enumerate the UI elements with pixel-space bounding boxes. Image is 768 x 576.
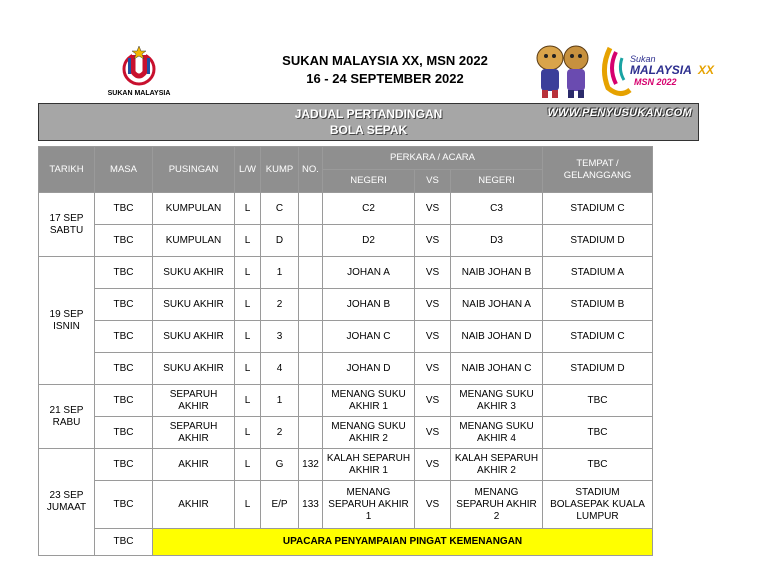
tempat-cell: STADIUM BOLASEPAK KUALA LUMPUR [543,481,653,529]
col-lw: L/W [235,147,261,193]
col-tempat: TEMPAT / GELANGGANG [543,147,653,193]
msn-2022-logo [530,38,725,100]
table-row [39,289,653,321]
kump-cell: 2 [261,417,299,449]
lw-cell: L [235,385,261,417]
pusingan-cell: SEPARUH AKHIR [153,385,235,417]
date-cell: 21 SEP RABU [39,385,95,449]
col-pusingan: PUSINGAN [153,147,235,193]
negeri-1-cell: MENANG SUKU AKHIR 2 [323,417,415,449]
kump-cell: E/P [261,481,299,529]
tempat-cell: STADIUM C [543,321,653,353]
masa-cell: TBC [95,193,153,225]
negeri-2-cell: NAIB JOHAN C [451,353,543,385]
lw-cell: L [235,417,261,449]
tempat-cell: STADIUM D [543,353,653,385]
negeri-1-cell: D2 [323,225,415,257]
masa-cell: TBC [95,385,153,417]
vs-cell: VS [415,289,451,321]
negeri-1-cell: JOHAN B [323,289,415,321]
no-cell: 133 [299,481,323,529]
negeri-2-cell: NAIB JOHAN D [451,321,543,353]
negeri-1-cell: JOHAN A [323,257,415,289]
masa-cell: TBC [95,321,153,353]
vs-cell: VS [415,225,451,257]
lw-cell: L [235,449,261,481]
tempat-cell: TBC [543,385,653,417]
kump-cell: C [261,193,299,225]
pusingan-cell: SUKU AKHIR [153,353,235,385]
date-cell: 19 SEP ISNIN [39,257,95,385]
tempat-cell: STADIUM D [543,225,653,257]
vs-cell: VS [415,481,451,529]
pusingan-cell: SUKU AKHIR [153,289,235,321]
kump-cell: G [261,449,299,481]
negeri-2-cell: MENANG SUKU AKHIR 3 [451,385,543,417]
table-row [39,449,653,481]
no-cell [299,353,323,385]
pusingan-cell: SUKU AKHIR [153,321,235,353]
col-tarikh: TARIKH [39,147,95,193]
col-negeri-2: NEGERI [451,170,543,193]
svg-text:MSN 2022: MSN 2022 [634,77,677,87]
kump-cell: 1 [261,257,299,289]
kump-cell: 2 [261,289,299,321]
table-row [39,385,653,417]
table-row [39,353,653,385]
masa-cell: TBC [95,481,153,529]
pusingan-cell: AKHIR [153,481,235,529]
sukan-malaysia-logo [104,42,174,102]
svg-text:Sukan: Sukan [630,54,656,64]
no-cell [299,257,323,289]
banner-title: JADUAL PERTANDINGAN [294,107,443,121]
watermark-site: WWW.PENYUSUKAN.COM [547,107,692,119]
banner-subtitle: BOLA SEPAK [329,123,408,137]
negeri-1-cell: C2 [323,193,415,225]
negeri-2-cell: D3 [451,225,543,257]
ceremony-row [39,529,653,556]
negeri-2-cell: NAIB JOHAN A [451,289,543,321]
ceremony-cell: UPACARA PENYAMPAIAN PINGAT KEMENANGAN [153,529,653,556]
pusingan-cell: AKHIR [153,449,235,481]
tempat-cell: STADIUM C [543,193,653,225]
date-cell: 23 SEP JUMAAT [39,449,95,556]
col-negeri-1: NEGERI [323,170,415,193]
no-cell [299,193,323,225]
mascot-icon [537,46,588,98]
negeri-1-cell: MENANG SUKU AKHIR 1 [323,385,415,417]
vs-cell: VS [415,257,451,289]
no-cell [299,321,323,353]
negeri-2-cell: MENANG SEPARUH AKHIR 2 [451,481,543,529]
masa-cell: TBC [95,529,153,556]
negeri-1-cell: JOHAN C [323,321,415,353]
kump-cell: 1 [261,385,299,417]
negeri-2-cell: KALAH SEPARUH AKHIR 2 [451,449,543,481]
lw-cell: L [235,289,261,321]
negeri-1-cell: MENANG SEPARUH AKHIR 1 [323,481,415,529]
col-masa: MASA [95,147,153,193]
kump-cell: 4 [261,353,299,385]
table-row [39,193,653,225]
vs-cell: VS [415,353,451,385]
col-kump: KUMP [261,147,299,193]
table-row [39,257,653,289]
no-cell [299,289,323,321]
table-row [39,321,653,353]
negeri-2-cell: MENANG SUKU AKHIR 4 [451,417,543,449]
schedule-banner [38,103,699,141]
col-vs: VS [415,170,451,193]
kump-cell: 3 [261,321,299,353]
table-row [39,481,653,529]
vs-cell: VS [415,321,451,353]
vs-cell: VS [415,417,451,449]
no-cell: 132 [299,449,323,481]
masa-cell: TBC [95,417,153,449]
no-cell [299,385,323,417]
table-row [39,417,653,449]
no-cell [299,417,323,449]
tempat-cell: TBC [543,449,653,481]
header-row [39,147,653,170]
date-cell: 17 SEP SABTU [39,193,95,257]
lw-cell: L [235,481,261,529]
tempat-cell: TBC [543,417,653,449]
masa-cell: TBC [95,449,153,481]
svg-text:XX: XX [698,63,715,77]
negeri-1-cell: KALAH SEPARUH AKHIR 1 [323,449,415,481]
col-perkara: PERKARA / ACARA [323,147,543,170]
masa-cell: TBC [95,353,153,385]
kump-cell: D [261,225,299,257]
pusingan-cell: SUKU AKHIR [153,257,235,289]
lw-cell: L [235,193,261,225]
document-title: SUKAN MALAYSIA XX, MSN 2022 [282,53,488,68]
tempat-cell: STADIUM B [543,289,653,321]
masa-cell: TBC [95,257,153,289]
vs-cell: VS [415,385,451,417]
tempat-cell: STADIUM A [543,257,653,289]
svg-text:MALAYSIA: MALAYSIA [630,63,692,77]
document-dates: 16 - 24 SEPTEMBER 2022 [306,71,464,86]
masa-cell: TBC [95,289,153,321]
negeri-1-cell: JOHAN D [323,353,415,385]
table-row [39,225,653,257]
vs-cell: VS [415,449,451,481]
negeri-2-cell: C3 [451,193,543,225]
pusingan-cell: SEPARUH AKHIR [153,417,235,449]
left-logo-caption: SUKAN MALAYSIA [107,90,171,97]
no-cell [299,225,323,257]
pusingan-cell: KUMPULAN [153,225,235,257]
vs-cell: VS [415,193,451,225]
schedule-table [38,146,653,556]
lw-cell: L [235,353,261,385]
col-no: NO. [299,147,323,193]
masa-cell: TBC [95,225,153,257]
negeri-2-cell: NAIB JOHAN B [451,257,543,289]
pusingan-cell: KUMPULAN [153,193,235,225]
lw-cell: L [235,257,261,289]
lw-cell: L [235,225,261,257]
lw-cell: L [235,321,261,353]
